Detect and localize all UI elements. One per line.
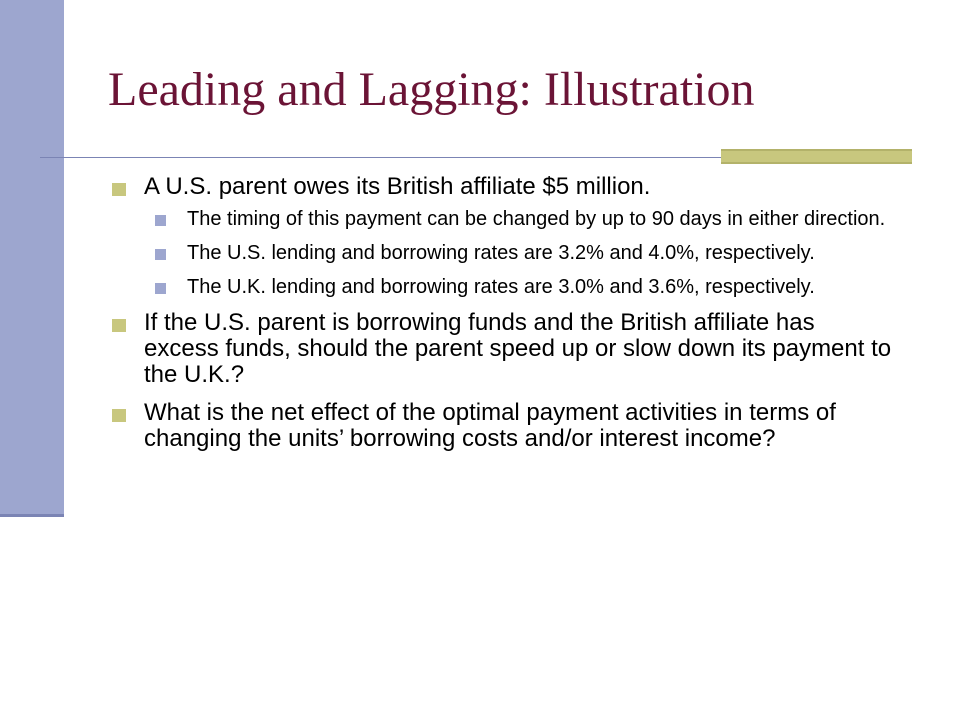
bullet-text: A U.S. parent owes its British affiliate $5 million. bbox=[144, 173, 651, 200]
sub-bullet-item bbox=[155, 208, 892, 230]
left-decorative-band bbox=[0, 0, 64, 517]
bullet-text: What is the net effect of the optimal payment activities in terms of changing the units’ borrowing costs and/or interest income? bbox=[144, 399, 836, 452]
accent-bar bbox=[721, 149, 912, 164]
sub-bullet-item bbox=[155, 276, 892, 298]
square-bullet-icon bbox=[112, 409, 126, 422]
bullet-item bbox=[112, 174, 892, 200]
square-bullet-icon bbox=[112, 183, 126, 196]
square-bullet-icon bbox=[155, 215, 166, 226]
square-bullet-icon bbox=[155, 283, 166, 294]
sub-bullet-item bbox=[155, 242, 892, 264]
square-bullet-icon bbox=[112, 319, 126, 332]
slide-title: Leading and Lagging: Illustration bbox=[108, 63, 755, 116]
slide-content bbox=[112, 170, 892, 452]
square-bullet-icon bbox=[155, 249, 166, 260]
bullet-item bbox=[112, 400, 892, 452]
sub-bullet-text: The U.S. lending and borrowing rates are 3.2% and 4.0%, respectively. bbox=[187, 242, 815, 264]
sub-bullet-text: The timing of this payment can be changed by up to 90 days in either direction. bbox=[187, 208, 886, 230]
sub-bullet-text: The U.K. lending and borrowing rates are 3.0% and 3.6%, respectively. bbox=[187, 276, 815, 298]
bullet-item bbox=[112, 310, 892, 388]
bullet-text: If the U.S. parent is borrowing funds and the British affiliate has excess funds, should the parent speed up or slow down its payment to the U.K.? bbox=[144, 309, 892, 388]
